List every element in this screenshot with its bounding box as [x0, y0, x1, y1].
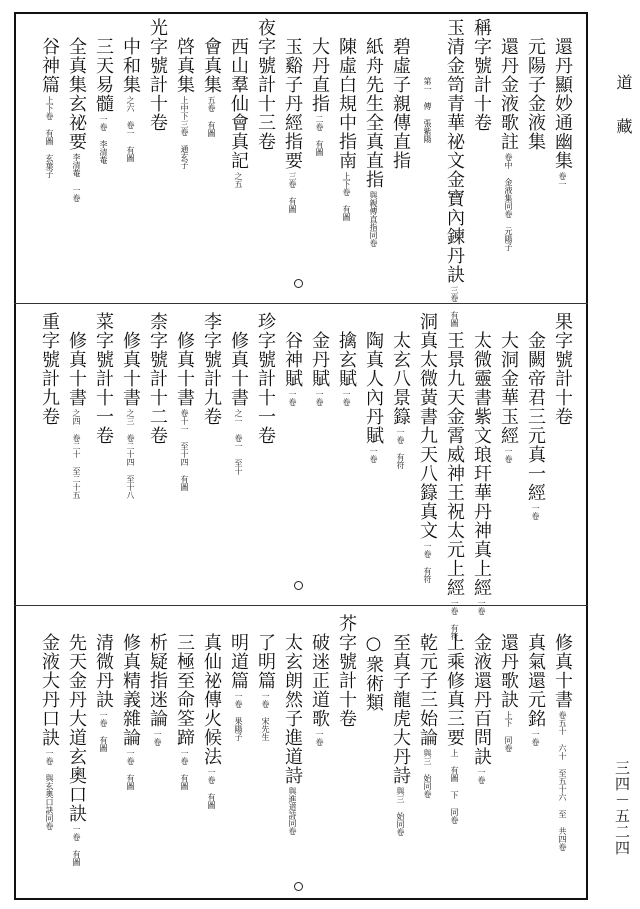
- title-text: 谷神賦: [282, 331, 303, 388]
- text-column: [553, 614, 580, 894]
- annotation-note: 一卷 有符: [450, 599, 459, 640]
- text-column: [283, 312, 310, 598]
- title-text: 果字號計十卷: [552, 312, 573, 426]
- text-column: [40, 614, 67, 894]
- text-column: [310, 18, 337, 296]
- column-text: [148, 633, 167, 746]
- text-column: [444, 18, 472, 327]
- column-text: [310, 331, 329, 406]
- annotation-note: 一卷: [153, 730, 162, 746]
- title-text: 李字號計九卷: [201, 312, 222, 426]
- section-bottom: [22, 614, 580, 894]
- annotation-note: 一卷: [504, 447, 513, 463]
- title-text: 至真子龍虎大丹詩: [390, 633, 411, 785]
- annotation-note: 上下卷 有圖: [342, 172, 351, 221]
- text-column: [94, 312, 121, 598]
- column-text: [256, 18, 275, 151]
- column-text: [67, 37, 86, 202]
- text-column: [229, 18, 256, 296]
- column-text: [391, 37, 410, 170]
- text-column: [256, 312, 283, 598]
- text-column: [40, 18, 67, 296]
- title-text: 玉谿子丹經指要: [282, 37, 303, 170]
- text-column: [526, 614, 553, 894]
- column-text: [337, 614, 356, 728]
- annotation-note: 之六 卷一 有圖: [126, 96, 135, 162]
- column-text: [418, 633, 437, 798]
- section-divider-top: [14, 303, 588, 304]
- title-text: 清微丹訣: [93, 633, 114, 709]
- text-column: [256, 614, 283, 894]
- text-column: [499, 614, 526, 894]
- column-text: [94, 633, 113, 752]
- side-label-page-number: 三四－五二四: [613, 760, 631, 856]
- title-text: 真氣還元銘: [525, 633, 546, 728]
- title-text: 太玄朗然子進道詩: [282, 633, 303, 785]
- column-text: [445, 633, 464, 824]
- annotation-note: 一卷 有圖: [72, 825, 81, 866]
- title-text: 西山羣仙會真記: [228, 37, 249, 170]
- column-text: [202, 633, 221, 809]
- annotation-note: 上下卷 有圖 玄葉子: [45, 96, 54, 178]
- text-column: [499, 312, 526, 598]
- column-text: [310, 37, 329, 156]
- text-column: [94, 18, 121, 296]
- text-column: [444, 312, 472, 640]
- title-text: 金丹賦: [309, 331, 330, 388]
- title-text: 太微靈書紫文琅玕華丹神真上經: [471, 331, 492, 597]
- column-text: [391, 633, 410, 836]
- column-text: [283, 633, 302, 835]
- column-text: [391, 331, 410, 469]
- column-text: [94, 37, 113, 164]
- title-text: 會真集: [201, 37, 222, 94]
- text-column: [121, 614, 148, 894]
- section-top: [22, 18, 580, 327]
- column-text: [148, 18, 167, 132]
- title-text: 修真十書: [228, 331, 249, 407]
- title-text: 還丹金液歌註: [498, 37, 519, 151]
- text-column: [418, 18, 445, 296]
- text-column: [472, 614, 499, 894]
- title-text: 擒玄賦: [336, 331, 357, 388]
- column-text: [364, 331, 383, 463]
- title-text: 三天易髓: [93, 37, 114, 113]
- column-text: [121, 633, 140, 790]
- text-column: [526, 18, 553, 296]
- title-text: 明道篇: [228, 633, 249, 690]
- column-text: [283, 37, 302, 213]
- annotation-note: 一卷: [531, 730, 540, 746]
- title-text: 重字號計九卷: [39, 312, 60, 426]
- column-text: [310, 633, 329, 746]
- section-divider-bottom: [14, 605, 588, 606]
- column-text: [40, 37, 59, 178]
- column-text: [553, 37, 572, 188]
- annotation-note: 一卷 有圖: [99, 711, 108, 752]
- title-text: 中和集: [120, 37, 141, 94]
- column-text: [472, 331, 491, 615]
- text-column: [445, 614, 472, 894]
- annotation-note: 與三 始同卷: [396, 787, 405, 836]
- column-text: [202, 37, 221, 137]
- title-text: 還丹歌訣: [498, 633, 519, 709]
- annotation-note: 李清菴 一卷: [72, 153, 81, 202]
- annotation-note: 一卷 有圖: [126, 749, 135, 790]
- column-text: [229, 37, 248, 188]
- column-text: [553, 633, 572, 851]
- title-text: 上乘修真三要: [444, 633, 465, 747]
- annotation-note: 之三 卷二十四 至十八: [126, 409, 135, 499]
- annotation-note: 三卷 有圖: [288, 172, 297, 213]
- column-text: [472, 18, 491, 132]
- annotation-note: 一卷: [531, 504, 540, 520]
- title-text: 析疑指迷論: [147, 633, 168, 728]
- title-text: ○衆術類: [363, 633, 384, 712]
- column-text: [40, 312, 59, 426]
- column-text: [94, 312, 113, 445]
- title-text: 玉清金笥青華祕文金寶內鍊丹訣: [444, 18, 465, 284]
- title-text: 王景九天金霄威神王祝太元上經: [444, 331, 465, 597]
- title-text: 紙舟先生全真直指: [363, 37, 384, 189]
- annotation-note: 上下 同卷: [504, 711, 513, 752]
- annotation-note: 一卷 宋先生: [261, 692, 270, 741]
- text-column: [175, 312, 202, 598]
- column-text: [553, 312, 572, 426]
- annotation-note: 之一 卷一 至十: [234, 409, 243, 475]
- text-column: [337, 614, 364, 894]
- column-text: [67, 331, 86, 499]
- annotation-note: 第一 傳 張紫陽: [423, 77, 432, 143]
- annotation-note: 一卷 李清菴: [99, 115, 108, 164]
- column-text: [526, 633, 545, 746]
- column-text: [337, 37, 356, 221]
- annotation-note: 一卷 與玄奧口訣同卷: [45, 749, 54, 830]
- title-text: 破迷正道歌: [309, 633, 330, 728]
- column-text: [526, 37, 545, 151]
- title-text: 乾元子三始論: [417, 633, 438, 747]
- title-text: 菜字號計十一卷: [93, 312, 114, 445]
- column-text: [256, 633, 275, 741]
- text-column: [283, 614, 310, 894]
- annotation-note: 卷中 金液集同卷 元陽子: [504, 153, 513, 251]
- column-text: [175, 633, 194, 790]
- text-column: [391, 312, 418, 598]
- column-text: [175, 37, 194, 169]
- text-column: [471, 312, 499, 615]
- column-text: [256, 312, 275, 445]
- text-column: [67, 18, 94, 296]
- title-text: 啓真集: [174, 37, 195, 94]
- column-text: [445, 18, 464, 327]
- title-text: 柰字號計十二卷: [147, 312, 168, 445]
- column-text: [283, 331, 302, 406]
- annotation-note: 一卷: [477, 599, 486, 615]
- column-group: [40, 614, 580, 894]
- title-text: 碧虛子親傳直指: [390, 37, 411, 170]
- column-text: [445, 331, 464, 640]
- column-text: [418, 75, 437, 143]
- text-column: [391, 18, 418, 296]
- text-column: [148, 18, 175, 296]
- annotation-note: 一卷: [315, 730, 324, 746]
- column-text: [121, 331, 140, 499]
- text-column: [148, 614, 175, 894]
- title-text: 珍字號計十一卷: [255, 312, 276, 445]
- title-text: 芥字號計十卷: [336, 614, 357, 728]
- text-column: [391, 614, 418, 894]
- column-text: [229, 633, 248, 741]
- column-text: [229, 331, 248, 475]
- column-text: [67, 633, 86, 866]
- section-middle: [22, 312, 580, 640]
- title-text: 金闕帝君三元真一經: [525, 331, 546, 502]
- column-text: [175, 331, 194, 491]
- title-text: 還丹顯妙通幽集: [552, 37, 573, 170]
- annotation-note: 一卷 有符: [396, 428, 405, 469]
- text-column: [121, 18, 148, 296]
- annotation-note: 一卷: [288, 390, 297, 406]
- text-column: [337, 18, 364, 296]
- annotation-note: 一卷: [315, 390, 324, 406]
- title-text: 修真十書: [120, 331, 141, 407]
- title-text: 真仙祕傳火候法: [201, 633, 222, 766]
- text-column: [553, 312, 580, 598]
- text-column: [202, 614, 229, 894]
- title-text: 金液大丹口訣: [39, 633, 60, 747]
- column-text: [121, 37, 140, 162]
- column-text: [418, 312, 437, 583]
- annotation-note: 一卷 果陽子: [234, 692, 243, 741]
- title-text: 夜字號計十三卷: [255, 18, 276, 151]
- text-column: [283, 18, 310, 296]
- column-group: [39, 312, 580, 640]
- text-column: [229, 614, 256, 894]
- title-text: 了明篇: [255, 633, 276, 690]
- annotation-note: 一卷: [477, 768, 486, 784]
- title-text: 大丹直指: [309, 37, 330, 113]
- text-column: [175, 18, 202, 296]
- text-column: [499, 18, 526, 296]
- annotation-note: 三卷 有圖: [450, 286, 459, 327]
- text-column: [364, 18, 391, 296]
- column-text: [148, 312, 167, 445]
- title-text: 先天金丹大道玄奧口訣: [66, 633, 87, 823]
- text-column: [175, 614, 202, 894]
- annotation-note: 五卷 有圖: [207, 96, 216, 137]
- annotation-note: 卷一: [558, 172, 567, 188]
- annotation-note: 一卷 有符: [423, 542, 432, 583]
- text-column: [337, 312, 364, 598]
- text-column: [121, 312, 148, 598]
- column-text: [499, 633, 518, 752]
- text-column: [94, 614, 121, 894]
- annotation-note: 上 有圖 下 同卷: [450, 749, 459, 824]
- text-column: [418, 312, 445, 598]
- annotation-note: 卷十一 至十四 有圖: [180, 409, 189, 491]
- column-text: [499, 331, 518, 463]
- text-column: [310, 614, 337, 894]
- column-group: [39, 18, 580, 327]
- annotation-note: 上中下三卷 通玄子: [180, 96, 189, 169]
- annotation-note: 卷五十 六十 至五十六 至 共四卷: [558, 711, 567, 851]
- column-text: [499, 37, 518, 251]
- annotation-note: 一卷: [369, 447, 378, 463]
- title-text: 陶真人內丹賦: [363, 331, 384, 445]
- title-text: 谷神篇: [39, 37, 60, 94]
- text-column: [256, 18, 283, 296]
- title-text: 修真十書: [66, 331, 87, 407]
- text-column: [553, 18, 580, 296]
- text-column: [526, 312, 553, 598]
- title-text: 太玄八景籙: [390, 331, 411, 426]
- column-text: [472, 633, 491, 784]
- column-text: [40, 633, 59, 830]
- text-column: [472, 18, 499, 296]
- annotation-note: 與三 始同卷: [423, 749, 432, 798]
- annotation-note: 與進道詩同卷: [288, 787, 297, 835]
- title-text: 稱字號計十卷: [471, 18, 492, 132]
- side-label-top: 道 藏: [614, 74, 633, 140]
- annotation-note: 一卷 有圖: [180, 749, 189, 790]
- column-text: [364, 37, 383, 247]
- title-text: 光字號計十卷: [147, 18, 168, 132]
- column-text: [526, 331, 545, 520]
- text-column: [148, 312, 175, 598]
- title-text: 修真十書: [174, 331, 195, 407]
- column-text: [202, 312, 221, 426]
- column-text: [364, 633, 383, 712]
- text-column: [418, 614, 445, 894]
- title-text: 修真精義雜論: [120, 633, 141, 747]
- annotation-note: 之四 卷二十 至二十五: [72, 409, 81, 499]
- title-text: 元陽子金液集: [525, 37, 546, 151]
- annotation-note: 之五: [234, 172, 243, 188]
- title-text: 大洞金華玉經: [498, 331, 519, 445]
- text-column: [364, 614, 391, 894]
- title-text: 修真十書: [552, 633, 573, 709]
- text-column: [67, 312, 94, 598]
- annotation-note: 二卷 有圖: [315, 115, 324, 156]
- text-column: [67, 614, 94, 894]
- text-column: [202, 312, 229, 598]
- text-column: [229, 312, 256, 598]
- title-text: 金液還丹百問訣: [471, 633, 492, 766]
- annotation-note: 一卷 有圖: [207, 768, 216, 809]
- title-text: 洞真太微黃書九天八籙真文: [417, 312, 438, 540]
- text-column: [310, 312, 337, 598]
- column-text: [337, 331, 356, 406]
- title-text: 全真集玄祕要: [66, 37, 87, 151]
- text-column: [364, 312, 391, 598]
- title-text: 陳虛白規中指南: [336, 37, 357, 170]
- title-text: 三極至命筌蹄: [174, 633, 195, 747]
- annotation-note: 與親傳直指同卷: [369, 191, 378, 247]
- text-column: [202, 18, 229, 296]
- annotation-note: 一卷: [342, 390, 351, 406]
- text-column: [40, 312, 67, 598]
